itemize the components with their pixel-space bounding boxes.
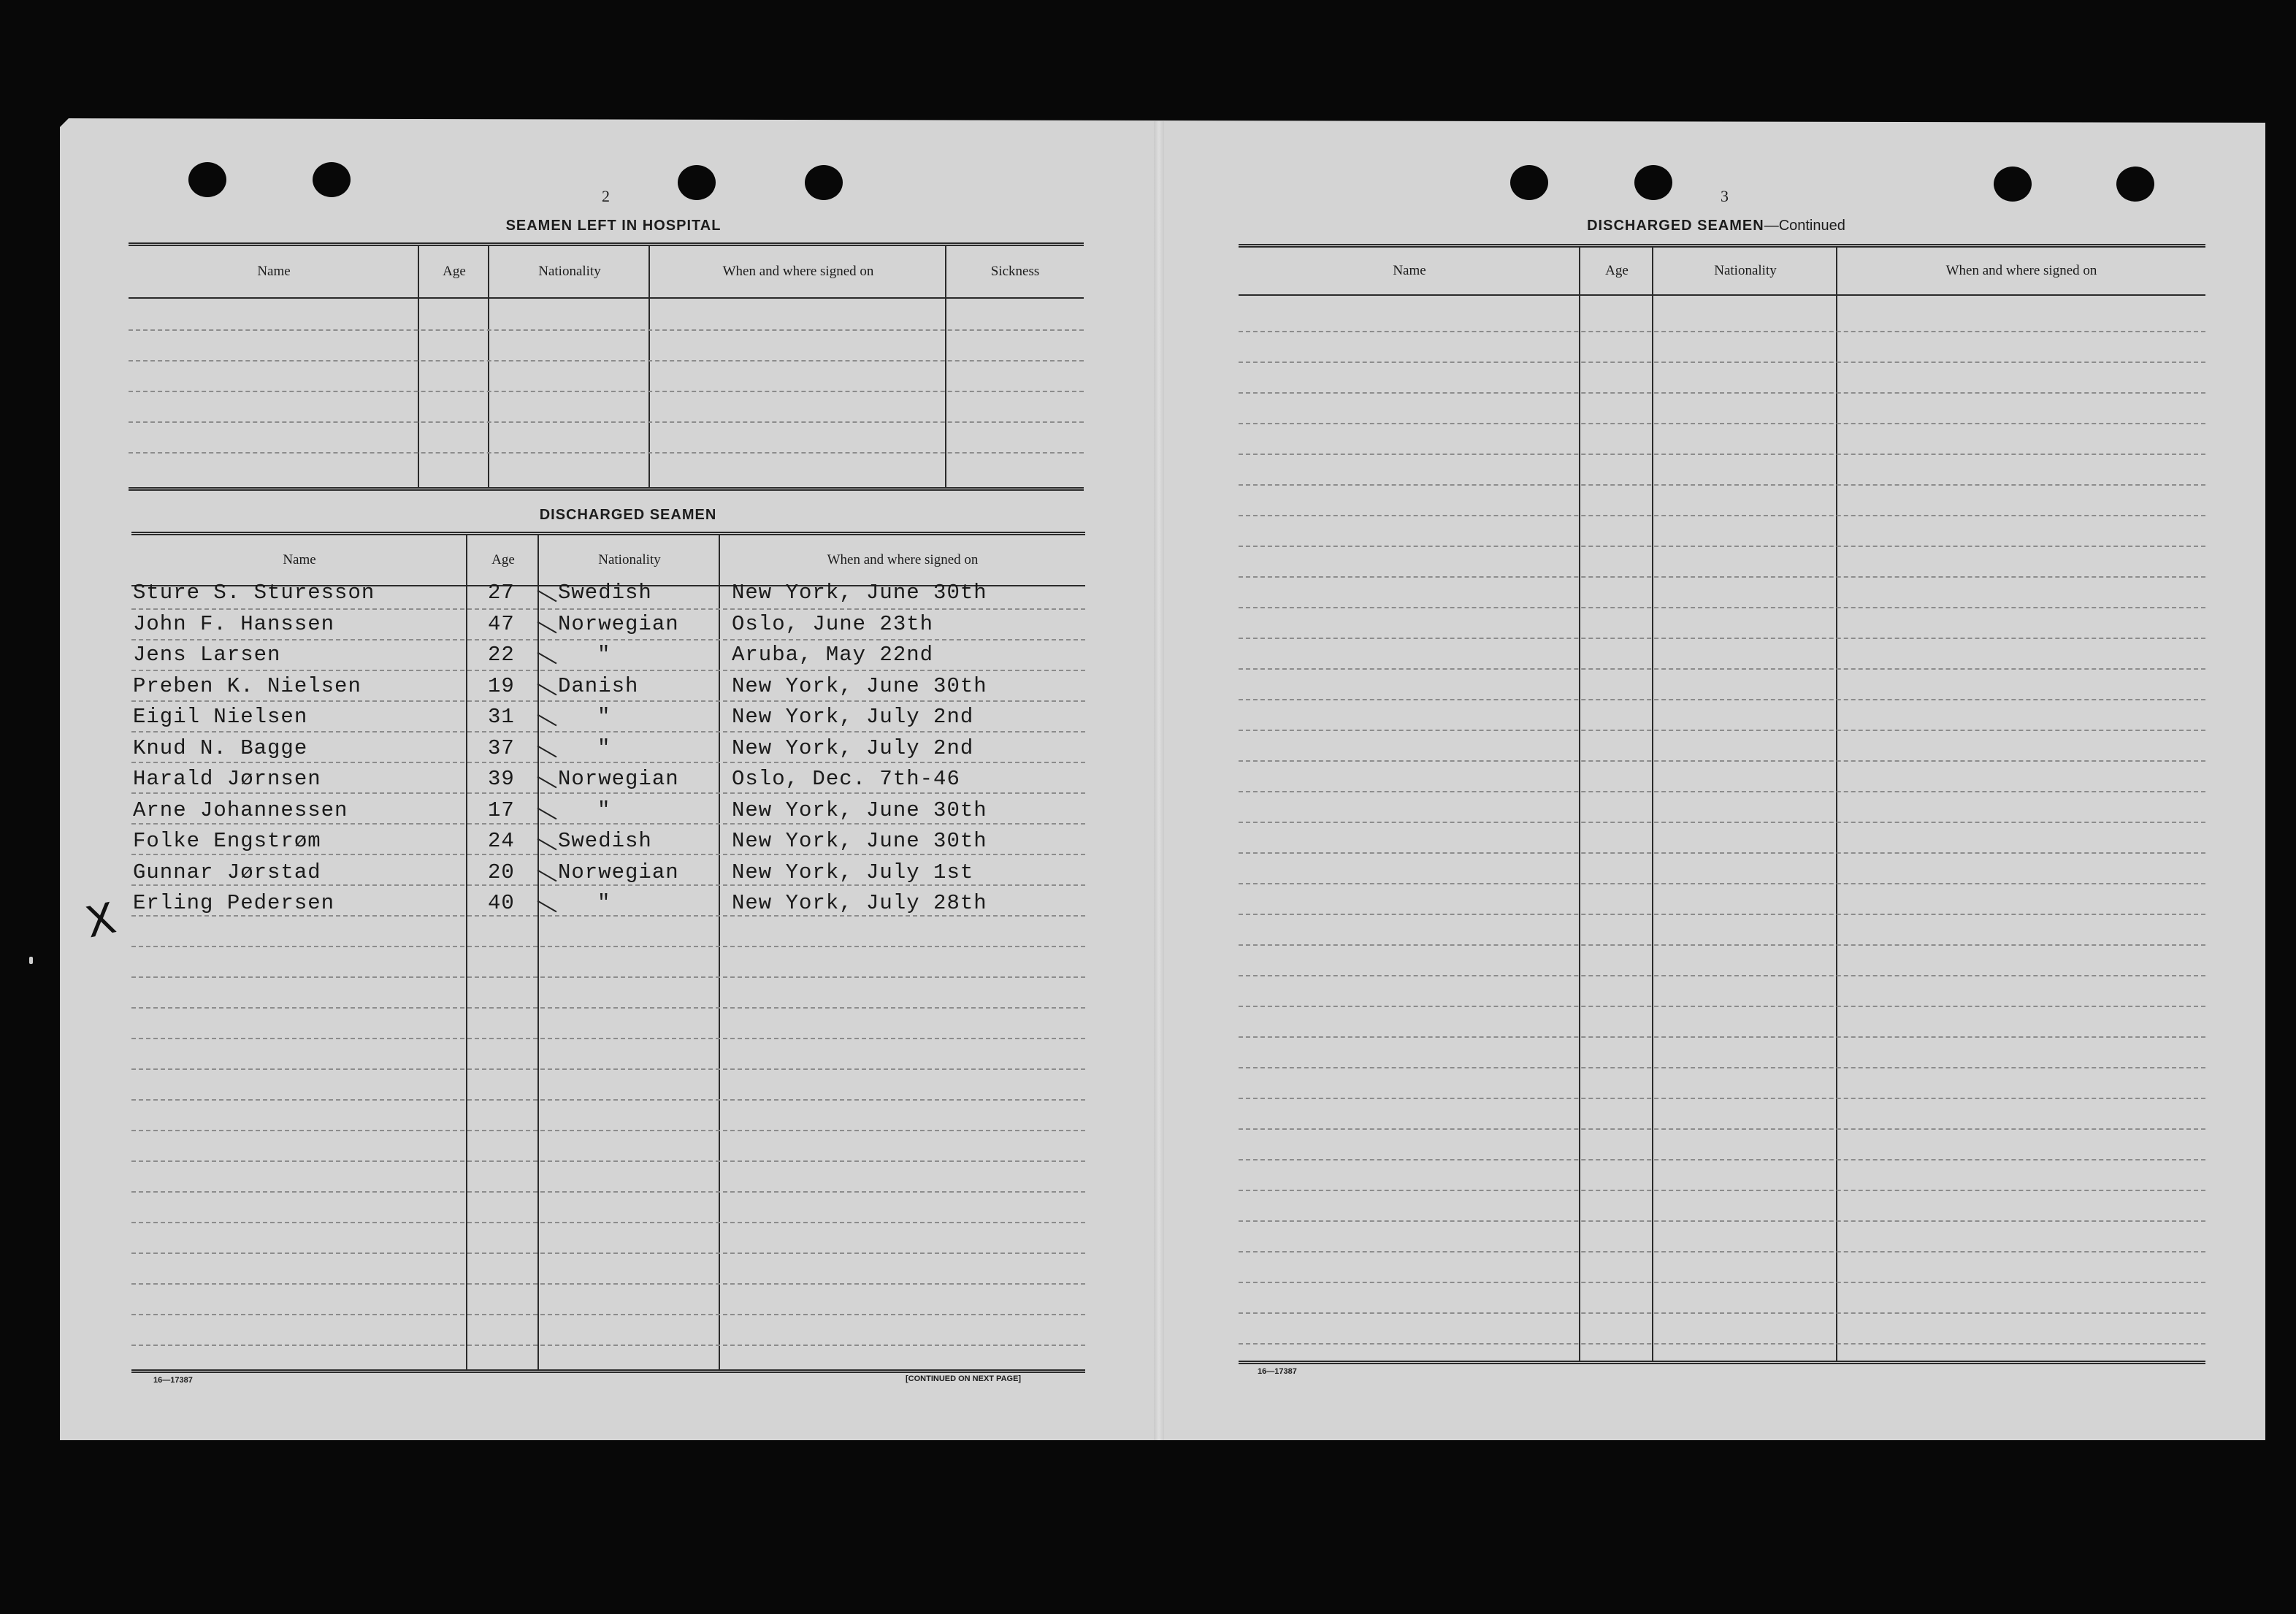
- punch-hole: [678, 165, 716, 200]
- cell-age: 19: [488, 673, 515, 698]
- ruled-line: [1239, 1220, 2205, 1222]
- ruled-line: [131, 731, 1085, 733]
- ruled-line: [1239, 515, 2205, 516]
- cell-name: Preben K. Nielsen: [133, 673, 361, 698]
- check-tick: [537, 900, 557, 913]
- ruled-line: [131, 670, 1085, 671]
- ruled-line: [1239, 607, 2205, 608]
- ruled-line: [1239, 975, 2205, 976]
- ruled-line: [1239, 1067, 2205, 1068]
- ruled-line: [129, 452, 1084, 454]
- right-section-title: [1490, 218, 1943, 234]
- ruled-line: [131, 976, 1085, 978]
- cell-nationality: ": [597, 798, 611, 822]
- cell-nationality: Norwegian: [558, 860, 679, 884]
- ruled-line: [131, 762, 1085, 763]
- cell-name: Eigil Nielsen: [133, 705, 308, 729]
- column-divider: [1836, 248, 1837, 1361]
- cell-nationality: Danish: [558, 673, 639, 698]
- cell-signed-on: New York, June 30th: [732, 673, 987, 698]
- ruled-line: [129, 329, 1084, 331]
- ruled-line: [1239, 1036, 2205, 1038]
- cell-signed-on: Oslo, June 23th: [732, 611, 934, 636]
- column-divider: [488, 246, 489, 487]
- cell-age: 17: [488, 798, 515, 822]
- ruled-line: [131, 946, 1085, 947]
- cell-name: Gunnar Jørstad: [133, 860, 321, 884]
- ruled-line: [1239, 1343, 2205, 1345]
- ruled-line: [1239, 1006, 2205, 1007]
- ruled-line: [1239, 1159, 2205, 1160]
- cell-age: 20: [488, 860, 515, 884]
- ruled-line: [131, 1252, 1085, 1254]
- ruled-line: [131, 884, 1085, 886]
- ruled-line: [131, 854, 1085, 855]
- cell-age: 27: [488, 581, 515, 605]
- hospital-table-header: [129, 246, 1084, 299]
- hospital-section-title: SEAMEN LEFT IN HOSPITAL: [505, 218, 722, 234]
- ruled-line: [1239, 331, 2205, 332]
- ruled-line: [1239, 883, 2205, 884]
- col-header-nationality: Nationality: [1714, 263, 1777, 278]
- cell-signed-on: Aruba, May 22nd: [732, 643, 934, 667]
- ruled-line: [1239, 392, 2205, 394]
- ruled-line: [1239, 1128, 2205, 1130]
- cell-name: John F. Hanssen: [133, 611, 335, 636]
- cell-age: 40: [488, 891, 515, 915]
- check-tick: [537, 590, 557, 603]
- ruled-line: [1239, 1312, 2205, 1314]
- ruled-line: [1239, 576, 2205, 578]
- cell-age: 47: [488, 611, 515, 636]
- col-header-name: Name: [283, 552, 316, 567]
- check-tick: [537, 838, 557, 851]
- cell-nationality: ": [597, 705, 611, 729]
- punch-hole: [1634, 165, 1672, 200]
- check-tick: [537, 683, 557, 695]
- column-divider: [466, 535, 467, 1369]
- ruled-line: [1239, 638, 2205, 639]
- ruled-line: [1239, 914, 2205, 915]
- check-tick: [537, 869, 557, 881]
- right-form-number: 16—17387: [1258, 1367, 1297, 1376]
- check-tick: [537, 652, 557, 665]
- continued-table-header: [1239, 248, 2205, 296]
- cell-signed-on: New York, June 30th: [732, 829, 987, 853]
- ruled-line: [131, 1160, 1085, 1162]
- ruled-line: [1239, 730, 2205, 731]
- continued-note: [CONTINUED ON NEXT PAGE]: [906, 1374, 1022, 1383]
- cell-nationality: Swedish: [558, 581, 652, 605]
- ruled-line: [1239, 484, 2205, 486]
- scan-speck: [29, 957, 33, 964]
- col-header-signed-on: When and where signed on: [1945, 263, 2097, 278]
- ruled-line: [1239, 1190, 2205, 1191]
- check-tick: [537, 776, 557, 789]
- col-header-name: Name: [1393, 263, 1426, 278]
- punch-hole: [313, 162, 351, 197]
- ruled-line: [1239, 760, 2205, 762]
- ruled-line: [129, 421, 1084, 423]
- punch-hole: [2116, 167, 2154, 202]
- ruled-line: [131, 700, 1085, 702]
- ruled-line: [131, 792, 1085, 794]
- cell-name: Knud N. Bagge: [133, 735, 308, 760]
- cell-age: 31: [488, 705, 515, 729]
- ruled-line: [1239, 791, 2205, 792]
- check-tick: [537, 621, 557, 633]
- col-header-age: Age: [1605, 263, 1629, 278]
- continued-table: [1239, 244, 2205, 1364]
- column-divider: [537, 535, 539, 1369]
- cell-nationality: Norwegian: [558, 611, 679, 636]
- punch-hole: [188, 162, 226, 197]
- ruled-line: [131, 639, 1085, 640]
- punch-hole: [1510, 165, 1548, 200]
- ruled-line: [1239, 852, 2205, 854]
- hospital-table: [129, 242, 1084, 491]
- cell-signed-on: New York, July 28th: [732, 891, 987, 915]
- cell-nationality: Norwegian: [558, 767, 679, 791]
- col-header-nationality: Nationality: [538, 264, 601, 279]
- column-divider: [1579, 248, 1580, 1361]
- cell-nationality: Swedish: [558, 829, 652, 853]
- ruled-line: [1239, 699, 2205, 700]
- discharged-table-header: [131, 535, 1085, 586]
- cell-age: 37: [488, 735, 515, 760]
- cell-name: Folke Engstrøm: [133, 829, 321, 853]
- column-divider: [418, 246, 419, 487]
- cell-signed-on: New York, July 2nd: [732, 735, 974, 760]
- discharged-section-title: DISCHARGED SEAMEN: [539, 507, 717, 523]
- cell-name: Sture S. Sturesson: [133, 581, 375, 605]
- ruled-line: [131, 823, 1085, 825]
- ruled-line: [131, 1314, 1085, 1315]
- cell-name: Erling Pedersen: [133, 891, 335, 915]
- ruled-line: [1239, 362, 2205, 363]
- column-divider: [719, 535, 720, 1369]
- cell-age: 24: [488, 829, 515, 853]
- col-header-age: Age: [491, 552, 515, 567]
- left-page-number: 2: [602, 187, 610, 205]
- cell-signed-on: Oslo, Dec. 7th-46: [732, 767, 960, 791]
- punch-hole: [1994, 167, 2032, 202]
- ruled-line: [1239, 1251, 2205, 1252]
- cell-age: 22: [488, 643, 515, 667]
- ruled-line: [131, 1007, 1085, 1009]
- col-header-name: Name: [257, 264, 291, 279]
- ruled-line: [1239, 546, 2205, 547]
- col-header-signed-on: When and where signed on: [827, 552, 979, 567]
- cell-name: Harald Jørnsen: [133, 767, 321, 791]
- ruled-line: [131, 1038, 1085, 1039]
- ruled-line: [1239, 822, 2205, 823]
- cell-signed-on: New York, June 30th: [732, 798, 987, 822]
- column-divider: [648, 246, 650, 487]
- cell-name: Jens Larsen: [133, 643, 281, 667]
- ruled-line: [131, 1099, 1085, 1101]
- ruled-line: [1239, 1098, 2205, 1099]
- ruled-line: [131, 1068, 1085, 1070]
- ruled-line: [1239, 1282, 2205, 1283]
- ruled-line: [131, 915, 1085, 917]
- handwritten-x-mark: X: [81, 892, 120, 948]
- right-page-number: 3: [1721, 187, 1729, 205]
- check-tick: [537, 714, 557, 727]
- column-divider: [945, 246, 946, 487]
- center-fold: [1154, 121, 1164, 1440]
- cell-signed-on: New York, July 2nd: [732, 705, 974, 729]
- cell-age: 39: [488, 767, 515, 791]
- ruled-line: [131, 1130, 1085, 1131]
- punch-hole: [805, 165, 843, 200]
- col-header-signed-on: When and where signed on: [722, 264, 874, 279]
- ruled-line: [131, 1345, 1085, 1346]
- cell-nationality: ": [597, 735, 611, 760]
- ruled-line: [1239, 454, 2205, 455]
- ruled-line: [1239, 668, 2205, 670]
- ruled-line: [1239, 423, 2205, 424]
- cell-signed-on: New York, July 1st: [732, 860, 974, 884]
- cell-signed-on: New York, June 30th: [732, 581, 987, 605]
- col-header-age: Age: [443, 264, 466, 279]
- right-title-suffix: —Continued: [1764, 218, 1845, 234]
- ruled-line: [131, 1191, 1085, 1193]
- discharged-table: [131, 532, 1085, 1373]
- check-tick: [537, 745, 557, 757]
- cell-nationality: ": [597, 891, 611, 915]
- ruled-line: [1239, 944, 2205, 946]
- check-tick: [537, 807, 557, 819]
- cell-name: Arne Johannessen: [133, 798, 348, 822]
- col-header-nationality: Nationality: [598, 552, 661, 567]
- right-title-main: DISCHARGED SEAMEN: [1587, 218, 1764, 234]
- col-header-sickness: Sickness: [990, 264, 1040, 279]
- ruled-line: [131, 1222, 1085, 1223]
- left-form-number: 16—17387: [153, 1376, 193, 1385]
- ruled-line: [131, 1283, 1085, 1285]
- ruled-line: [129, 391, 1084, 392]
- cell-nationality: ": [597, 643, 611, 667]
- ruled-line: [131, 608, 1085, 610]
- column-divider: [1652, 248, 1653, 1361]
- ruled-line: [129, 360, 1084, 362]
